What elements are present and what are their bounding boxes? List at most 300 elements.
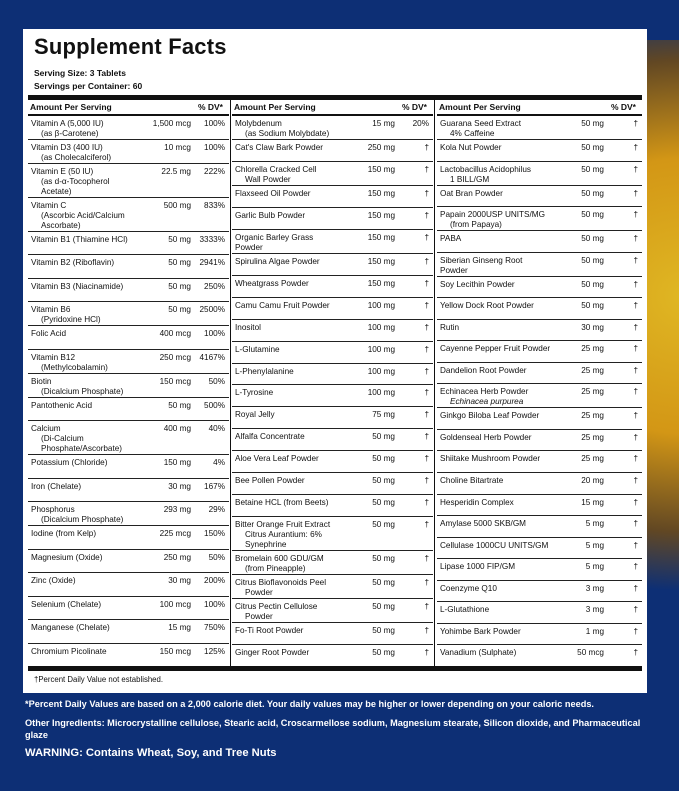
nutrient-amount: 250 mg — [163, 552, 191, 562]
nutrient-amount: 150 mg — [367, 164, 395, 174]
nutrient-name: L-Glutamine — [235, 344, 280, 354]
nutrient-daily-value: † — [633, 279, 638, 289]
facts-column-3 — [437, 100, 642, 666]
nutrient-row — [28, 398, 229, 421]
nutrient-row — [232, 186, 433, 208]
nutrient-amount: 50 mg — [581, 143, 604, 152]
nutrient-amount: 50 mcg — [577, 648, 604, 658]
nutrient-amount: 50 mg — [168, 235, 191, 244]
nutrient-name: Oat Bran Powder — [440, 188, 503, 198]
nutrient-amount: 500 mg — [163, 201, 191, 210]
nutrient-name-cell — [28, 235, 135, 245]
nutrient-row — [232, 599, 433, 623]
nutrient-name: Iron (Chelate) — [31, 481, 82, 491]
nutrient-name-cell — [232, 189, 339, 199]
nutrient-row — [28, 350, 229, 374]
nutrient-source: 4% Caffeine — [450, 129, 495, 138]
nutrient-daily-value: † — [424, 388, 429, 398]
nutrient-amount: 15 mg — [581, 497, 604, 507]
nutrient-name-cell — [28, 201, 135, 231]
nutrient-daily-value: 100% — [204, 119, 225, 128]
nutrient-row — [28, 573, 229, 596]
nutrient-name-cell — [437, 584, 552, 594]
nutrient-name: Siberian Ginseng Root Powder — [440, 255, 523, 275]
nutrient-name: Pantothenic Acid — [31, 400, 92, 410]
nutrient-source: Powder — [245, 588, 273, 598]
nutrient-daily-value: † — [633, 188, 638, 198]
nutrient-name: Wheatgrass Powder — [235, 278, 309, 288]
nutrient-name: Vanadium (Sulphate) — [440, 648, 517, 658]
nutrient-name: Betaine HCL (from Beets) — [235, 498, 329, 508]
nutrient-daily-value: † — [424, 454, 429, 464]
nutrient-name-cell — [437, 256, 552, 276]
nutrient-name-cell — [232, 279, 339, 289]
nutrient-daily-value: 125% — [204, 646, 225, 656]
nutrient-daily-value: † — [424, 164, 429, 174]
nutrient-name-cell — [28, 529, 135, 539]
nutrient-amount: 50 mg — [581, 255, 604, 265]
nutrient-amount: 50 mg — [581, 164, 604, 174]
nutrient-amount: 3 mg — [585, 583, 604, 593]
nutrient-name: Flaxseed Oil Powder — [235, 188, 311, 198]
nutrient-daily-value: † — [633, 387, 638, 397]
nutrient-name: Cayenne Pepper Fruit Powder — [440, 344, 551, 354]
nutrient-name: Alfalfa Concentrate — [235, 432, 305, 442]
nutrient-row — [28, 198, 229, 232]
nutrient-amount: 150 mg — [367, 232, 395, 242]
nutrient-amount: 25 mg — [581, 411, 604, 421]
column-header — [28, 100, 229, 116]
nutrient-name: Chlorella Cracked Cell — [235, 164, 317, 174]
nutrient-name: Yellow Dock Root Powder — [440, 301, 534, 311]
nutrient-amount: 3 mg — [585, 605, 604, 615]
nutrient-row — [437, 581, 642, 603]
nutrient-name-cell — [437, 280, 552, 290]
nutrient-name-cell — [232, 143, 339, 153]
nutrient-daily-value: † — [633, 583, 638, 593]
nutrient-name: Bee Pollen Powder — [235, 476, 305, 486]
nutrient-source: 1 BILL/GM — [450, 174, 490, 184]
nutrient-daily-value: † — [633, 234, 638, 244]
nutrient-name: Coenzyme Q10 — [440, 583, 497, 593]
nutrient-name: Organic Barley Grass Powder — [235, 232, 314, 252]
nutrient-source: Citrus Aurantium: 6% Synephrine — [245, 530, 322, 550]
nutrient-amount: 75 mg — [372, 410, 395, 420]
nutrient-name-cell — [232, 301, 339, 311]
nutrient-name: Vitamin E (50 IU) — [31, 167, 94, 176]
nutrient-name: Citrus Bioflavonoids Peel — [235, 578, 327, 588]
nutrient-row — [437, 341, 642, 363]
nutrient-row — [437, 538, 642, 560]
nutrient-name: Aloe Vera Leaf Powder — [235, 454, 319, 464]
nutrient-daily-value: 50% — [208, 376, 225, 386]
nutrient-amount: 100 mcg — [159, 599, 191, 609]
nutrient-source: (as Cholecalciferol) — [41, 153, 112, 162]
nutrient-name-cell — [28, 143, 135, 163]
nutrient-amount: 50 mg — [372, 626, 395, 636]
nutrient-source: (Pyridoxine HCl) — [41, 315, 101, 325]
nutrient-daily-value: † — [633, 540, 638, 550]
nutrient-row — [437, 451, 642, 473]
nutrient-name-cell — [28, 305, 135, 325]
nutrient-source: Echinacea purpurea — [450, 397, 524, 407]
nutrient-row — [437, 559, 642, 581]
nutrient-name-cell — [232, 498, 339, 508]
nutrient-name-cell — [437, 344, 552, 354]
nutrient-name-cell — [28, 553, 135, 563]
nutrient-name: L-Glutathione — [440, 605, 490, 615]
nutrient-name-cell — [28, 424, 135, 454]
nutrient-daily-value: † — [633, 119, 638, 128]
nutrient-name-cell — [232, 388, 339, 398]
nutrient-daily-value: † — [424, 210, 429, 220]
nutrient-daily-value: 4167% — [199, 352, 225, 362]
nutrient-daily-value: † — [424, 278, 429, 288]
nutrient-row — [28, 302, 229, 326]
nutrient-name-cell — [437, 366, 552, 376]
nutrient-row — [437, 207, 642, 231]
nutrient-name: Fo-Ti Root Powder — [235, 626, 304, 636]
nutrient-name: Spirulina Algae Powder — [235, 256, 320, 266]
bottom-divider — [28, 666, 642, 671]
nutrient-daily-value: † — [633, 344, 638, 354]
nutrient-daily-value: † — [633, 497, 638, 507]
nutrient-name-cell — [437, 143, 552, 153]
nutrient-amount: 400 mg — [163, 424, 191, 434]
nutrient-name: L-Phenylalanine — [235, 366, 294, 376]
nutrient-amount: 100 mg — [367, 388, 395, 398]
nutrient-amount: 100 mg — [367, 322, 395, 332]
nutrient-daily-value: † — [424, 344, 429, 354]
nutrient-daily-value: 500% — [204, 400, 225, 410]
nutrient-daily-value: 100% — [204, 329, 225, 339]
nutrient-name: Ginger Root Powder — [235, 648, 310, 657]
nutrient-name-cell — [28, 258, 135, 268]
nutrient-name-cell — [437, 627, 552, 637]
nutrient-daily-value: † — [424, 232, 429, 242]
nutrient-source: (Methylcobalamin) — [41, 362, 108, 372]
nutrient-row — [437, 602, 642, 624]
nutrient-row — [437, 116, 642, 140]
nutrient-daily-value: † — [424, 602, 429, 612]
nutrient-daily-value: † — [633, 143, 638, 152]
nutrient-name-cell — [232, 323, 339, 333]
nutrient-name: Papain 2000USP UNITS/MG — [440, 210, 545, 220]
nutrient-amount: 15 mg — [168, 623, 191, 633]
nutrient-name-cell — [232, 626, 339, 636]
nutrient-daily-value: † — [424, 554, 429, 564]
nutrient-daily-value: † — [633, 411, 638, 421]
nutrient-row — [28, 550, 229, 573]
nutrient-name-cell — [232, 476, 339, 486]
nutrient-name: Amylase 5000 SKB/GM — [440, 519, 527, 529]
nutrient-daily-value: 40% — [208, 424, 225, 434]
nutrient-name-cell — [437, 605, 552, 615]
nutrient-daily-value: † — [633, 164, 638, 174]
nutrient-amount: 150 mcg — [159, 646, 191, 656]
nutrient-daily-value: † — [424, 476, 429, 486]
nutrient-daily-value: 2941% — [199, 258, 225, 268]
nutrient-amount: 50 mg — [581, 119, 604, 128]
nutrient-row — [28, 140, 229, 164]
nutrient-name-cell — [28, 600, 135, 610]
nutrient-name: PABA — [440, 234, 462, 244]
nutrient-amount: 1,500 mcg — [152, 119, 191, 128]
nutrient-row — [28, 374, 229, 398]
nutrient-name: Royal Jelly — [235, 410, 275, 420]
nutrient-name-cell — [437, 387, 552, 407]
nutrient-name: Inositol — [235, 322, 261, 332]
amount-per-serving-header: Amount Per Serving — [30, 102, 112, 112]
nutrient-daily-value: † — [424, 648, 429, 657]
nutrient-amount: 50 mg — [372, 454, 395, 464]
nutrient-amount: 10 mcg — [164, 143, 191, 152]
nutrient-row — [28, 116, 229, 140]
nutrient-name: Phosphorus — [31, 505, 75, 515]
nutrient-name: Soy Lecithin Powder — [440, 279, 515, 289]
nutrient-name-cell — [232, 211, 339, 221]
facts-column-2 — [232, 100, 433, 666]
nutrient-row — [437, 140, 642, 162]
nutrient-daily-value: 29% — [208, 505, 225, 515]
nutrient-row — [232, 495, 433, 517]
nutrient-amount: 250 mcg — [159, 352, 191, 362]
nutrient-row — [232, 162, 433, 186]
nutrient-row — [28, 255, 229, 278]
nutrient-row — [232, 473, 433, 495]
nutrient-source: Powder — [245, 612, 273, 622]
nutrient-row — [28, 164, 229, 198]
nutrient-amount: 50 mg — [372, 520, 395, 530]
nutrient-amount: 150 mg — [367, 188, 395, 198]
nutrient-row — [437, 473, 642, 495]
nutrient-amount: 400 mcg — [159, 329, 191, 339]
nutrient-daily-value: 250% — [204, 281, 225, 291]
nutrient-name: Dandelion Root Powder — [440, 365, 527, 375]
nutrient-daily-value: † — [424, 578, 429, 588]
nutrient-daily-value: † — [424, 432, 429, 442]
serving-size: Serving Size: 3 Tablets — [34, 68, 126, 78]
nutrient-daily-value: † — [424, 366, 429, 376]
nutrient-row — [232, 517, 433, 551]
nutrient-daily-value: † — [633, 210, 638, 220]
nutrient-daily-value: † — [633, 255, 638, 265]
nutrient-amount: 25 mg — [581, 454, 604, 464]
nutrient-name-cell — [437, 210, 552, 230]
nutrient-row — [232, 575, 433, 599]
nutrient-name-cell — [28, 282, 135, 292]
nutrient-name-cell — [28, 119, 135, 139]
nutrient-name-cell — [437, 323, 552, 333]
nutrient-row — [437, 253, 642, 277]
nutrient-daily-value: † — [633, 454, 638, 464]
nutrient-row — [232, 254, 433, 276]
nutrient-daily-value: 2500% — [199, 305, 225, 315]
nutrient-amount: 20 mg — [581, 476, 604, 486]
nutrient-daily-value: † — [424, 256, 429, 266]
nutrient-row — [28, 232, 229, 255]
nutrient-amount: 250 mg — [367, 143, 395, 152]
amount-per-serving-header: Amount Per Serving — [439, 102, 521, 112]
nutrient-amount: 30 mg — [168, 576, 191, 586]
nutrient-source: (from Pineapple) — [245, 564, 306, 574]
nutrient-name-cell — [437, 301, 552, 311]
nutrient-name-cell — [232, 367, 339, 377]
nutrient-name: Goldenseal Herb Powder — [440, 432, 532, 442]
nutrient-row — [437, 186, 642, 208]
nutrient-amount: 25 mg — [581, 344, 604, 354]
nutrient-daily-value: † — [633, 432, 638, 442]
nutrient-row — [437, 384, 642, 408]
nutrient-daily-value: 50% — [208, 552, 225, 562]
nutrient-source: (Dicalcium Phosphate) — [41, 386, 124, 396]
nutrient-daily-value: 3333% — [199, 235, 225, 244]
daily-values-footnote: *Percent Daily Values are based on a 2,000 calorie diet. Your daily values may be higher or lower depending on your caloric needs. — [25, 699, 594, 709]
nutrient-row — [437, 363, 642, 385]
nutrient-name-cell — [28, 401, 135, 411]
nutrient-name-cell — [437, 454, 552, 464]
nutrient-name-cell — [232, 454, 339, 464]
nutrient-name-cell — [232, 257, 339, 267]
nutrient-row — [437, 430, 642, 452]
nutrient-row — [232, 276, 433, 298]
nutrient-amount: 50 mg — [372, 602, 395, 612]
nutrient-name-cell — [437, 234, 552, 244]
nutrient-name: L-Tyrosine — [235, 388, 274, 398]
nutrient-daily-value: † — [633, 365, 638, 375]
supplement-facts-panel — [23, 29, 647, 693]
nutrient-amount: 50 mg — [168, 258, 191, 268]
nutrient-name: Echinacea Herb Powder — [440, 387, 529, 397]
nutrient-name-cell — [437, 648, 552, 658]
nutrient-name: Vitamin B3 (Niacinamide) — [31, 281, 124, 291]
nutrient-amount: 150 mcg — [159, 376, 191, 386]
nutrient-name: Kola Nut Powder — [440, 143, 502, 152]
nutrient-name-cell — [28, 505, 135, 525]
nutrient-row — [437, 624, 642, 646]
column-divider — [230, 100, 231, 666]
nutrient-name-cell — [232, 602, 339, 622]
nutrient-daily-value: † — [424, 143, 429, 152]
nutrient-daily-value: 167% — [204, 481, 225, 491]
nutrient-daily-value: 4% — [213, 458, 225, 468]
nutrient-name: Potassium (Chloride) — [31, 458, 108, 468]
nutrient-row — [437, 320, 642, 342]
nutrient-name-cell — [437, 476, 552, 486]
nutrient-name: Calcium — [31, 424, 61, 434]
nutrient-daily-value: 100% — [204, 599, 225, 609]
nutrient-row — [28, 502, 229, 526]
nutrient-amount: 150 mg — [367, 256, 395, 266]
nutrient-name: Guarana Seed Extract — [440, 119, 522, 128]
nutrient-name-cell — [437, 433, 552, 443]
nutrient-amount: 50 mg — [372, 554, 395, 564]
nutrient-name: Vitamin B1 (Thiamine HCl) — [31, 235, 128, 244]
nutrient-daily-value: 200% — [204, 576, 225, 586]
servings-per-container: Servings per Container: 60 — [34, 81, 143, 91]
nutrient-amount: 100 mg — [367, 300, 395, 310]
dv-not-established-note: †Percent Daily Value not established. — [34, 675, 164, 684]
nutrient-row — [28, 597, 229, 620]
nutrient-row — [232, 342, 433, 364]
nutrient-name: Iodine (from Kelp) — [31, 529, 97, 539]
nutrient-row — [437, 645, 642, 666]
nutrient-source: (as d-α-Tocopherol Acetate) — [41, 177, 110, 196]
nutrient-daily-value: † — [633, 626, 638, 636]
nutrient-amount: 50 mg — [372, 476, 395, 486]
nutrient-amount: 1 mg — [585, 626, 604, 636]
nutrient-daily-value: 833% — [204, 201, 225, 210]
nutrient-row — [232, 385, 433, 407]
nutrient-row — [437, 516, 642, 538]
nutrient-amount: 50 mg — [168, 281, 191, 291]
nutrient-amount: 50 mg — [168, 305, 191, 315]
nutrient-name: Shiitake Mushroom Powder — [440, 454, 541, 464]
nutrient-amount: 15 mg — [372, 119, 395, 128]
nutrient-amount: 50 mg — [581, 188, 604, 198]
nutrient-name-cell — [232, 410, 339, 420]
nutrient-amount: 100 mg — [367, 344, 395, 354]
nutrient-name-cell — [28, 167, 135, 197]
nutrient-amount: 5 mg — [585, 519, 604, 529]
nutrient-name-cell — [232, 554, 339, 574]
nutrient-row — [28, 326, 229, 349]
nutrient-row — [232, 140, 433, 162]
nutrient-amount: 50 mg — [581, 234, 604, 244]
nutrient-amount: 30 mg — [581, 322, 604, 332]
nutrient-source: (Dicalcium Phosphate) — [41, 515, 124, 525]
nutrient-daily-value: 150% — [204, 529, 225, 539]
nutrient-daily-value: † — [633, 476, 638, 486]
nutrient-name: Biotin — [31, 376, 52, 386]
nutrient-row — [232, 623, 433, 645]
nutrient-name: Vitamin D3 (400 IU) — [31, 143, 103, 152]
nutrient-name-cell — [28, 623, 135, 633]
nutrient-amount: 225 mcg — [159, 529, 191, 539]
nutrient-name: Vitamin B2 (Riboflavin) — [31, 258, 115, 268]
nutrient-daily-value: 222% — [204, 167, 225, 176]
nutrient-name-cell — [28, 647, 135, 657]
nutrient-name-cell — [437, 541, 552, 551]
nutrient-row — [28, 421, 229, 455]
nutrient-amount: 150 mg — [367, 210, 395, 220]
nutrient-name: Zinc (Oxide) — [31, 576, 76, 586]
nutrient-amount: 22.5 mg — [161, 167, 191, 176]
nutrient-amount: 50 mg — [581, 279, 604, 289]
nutrient-daily-value: † — [424, 498, 429, 508]
nutrient-row — [232, 116, 433, 140]
nutrient-daily-value: † — [633, 648, 638, 658]
facts-column-1 — [28, 100, 229, 666]
nutrient-daily-value: † — [633, 322, 638, 332]
nutrient-name: Citrus Pectin Cellulose — [235, 602, 318, 612]
nutrient-daily-value: † — [424, 322, 429, 332]
nutrient-name: Lactobacillus Acidophilus — [440, 164, 532, 174]
nutrient-name: Lipase 1000 FIP/GM — [440, 562, 516, 572]
nutrient-name-cell — [28, 353, 135, 373]
nutrient-name-cell — [232, 119, 339, 139]
dv-header: % DV* — [610, 102, 636, 112]
nutrient-amount: 50 mg — [372, 648, 395, 657]
nutrient-amount: 5 mg — [585, 540, 604, 550]
nutrient-daily-value: † — [424, 300, 429, 310]
nutrient-row — [232, 208, 433, 230]
nutrient-amount: 50 mg — [168, 400, 191, 410]
nutrient-daily-value: † — [424, 520, 429, 530]
nutrient-amount: 5 mg — [585, 562, 604, 572]
nutrient-row — [232, 451, 433, 473]
nutrient-name-cell — [437, 498, 552, 508]
